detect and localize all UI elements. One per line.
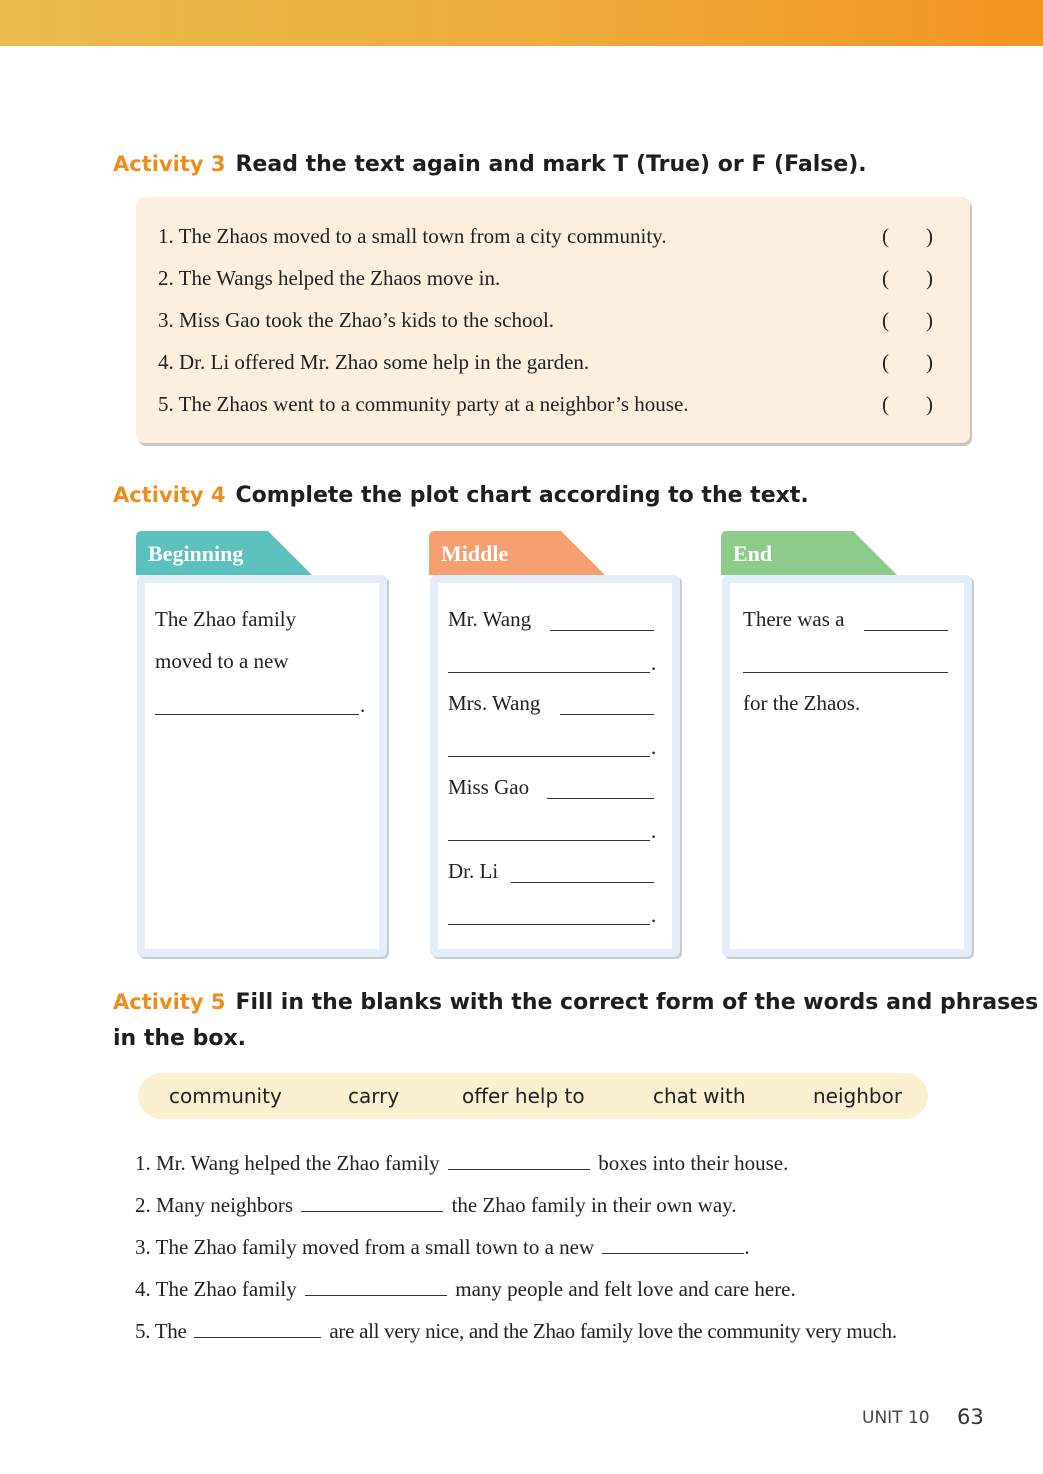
sentence-1-end: boxes into their house. <box>598 1151 789 1175</box>
period: . <box>651 903 657 927</box>
sentence-3-blank[interactable] <box>602 1253 744 1254</box>
word-box <box>138 1073 928 1119</box>
true-false-box <box>136 197 970 443</box>
paren-open: ( <box>882 350 889 374</box>
paren-close: ) <box>926 266 933 290</box>
sentence-2-end: the Zhao family in their own way. <box>451 1193 737 1217</box>
activity-3-heading <box>113 152 867 177</box>
sentence-2-start: 2. Many neighbors <box>135 1193 294 1217</box>
middle-person-dr-li: Dr. Li <box>448 859 499 883</box>
unit-label: UNIT 10 <box>862 1408 930 1428</box>
sentence-5-end: are all very nice, and the Zhao family love the community very much. <box>329 1319 897 1343</box>
beginning-line-2: moved to a new <box>155 649 289 673</box>
beginning-panel <box>137 575 387 957</box>
period: . <box>651 735 657 759</box>
end-line-3: for the Zhaos. <box>743 691 861 715</box>
word-carry: carry <box>348 1084 400 1108</box>
paren-open: ( <box>882 392 889 416</box>
sentence-4-start: 4. The Zhao family <box>135 1277 297 1301</box>
activity-5-heading-line-2: in the box. <box>113 1026 247 1051</box>
paren-close: ) <box>926 350 933 374</box>
page-number: 63 <box>957 1405 984 1429</box>
beginning-blank[interactable] <box>155 714 359 715</box>
end-panel <box>722 575 972 957</box>
sentence-3-start: 3. The Zhao family moved from a small town to a new <box>135 1235 595 1259</box>
sentence-4-blank[interactable] <box>305 1295 447 1296</box>
word-community: community <box>169 1084 282 1108</box>
period: . <box>651 819 657 843</box>
fill-sentence-1 <box>135 1151 788 1176</box>
period: . <box>744 1235 750 1259</box>
sentence-5-blank[interactable] <box>194 1337 321 1338</box>
tf-statement-3: 3. Miss Gao took the Zhao’s kids to the school. <box>158 308 555 332</box>
end-title: End <box>733 541 773 566</box>
middle-blank-2b[interactable] <box>448 756 650 757</box>
fill-sentence-5 <box>135 1319 897 1344</box>
tf-answer-4[interactable] <box>882 350 933 375</box>
middle-person-mr-wang: Mr. Wang <box>448 607 532 631</box>
sentence-1-start: 1. Mr. Wang helped the Zhao family <box>135 1151 440 1175</box>
tf-statement-5: 5. The Zhaos went to a community party at a neighbor’s house. <box>158 392 689 416</box>
tf-statement-1: 1. The Zhaos moved to a small town from a city community. <box>158 224 667 248</box>
middle-blank-1b[interactable] <box>448 672 650 673</box>
word-chat-with: chat with <box>653 1084 746 1108</box>
period: . <box>360 693 366 717</box>
tf-answer-1[interactable] <box>882 224 933 249</box>
sentence-4-end: many people and felt love and care here. <box>455 1277 796 1301</box>
end-blank-2[interactable] <box>743 672 948 673</box>
middle-blank-4b[interactable] <box>448 924 650 925</box>
middle-blank-1a[interactable] <box>550 630 654 631</box>
middle-blank-3b[interactable] <box>448 840 650 841</box>
activity-4-heading <box>113 483 809 508</box>
fill-sentence-4 <box>135 1277 796 1302</box>
paren-close: ) <box>926 308 933 332</box>
middle-blank-2a[interactable] <box>560 714 654 715</box>
paren-close: ) <box>926 224 933 248</box>
period: . <box>651 651 657 675</box>
paren-open: ( <box>882 308 889 332</box>
tf-answer-3[interactable] <box>882 308 933 333</box>
activity-3-instruction: Read the text again and mark T (True) or F (False). <box>235 152 867 177</box>
activity-4-instruction: Complete the plot chart according to the text. <box>235 483 809 508</box>
middle-blank-3a[interactable] <box>547 798 654 799</box>
sentence-2-blank[interactable] <box>301 1211 443 1212</box>
tf-answer-5[interactable] <box>882 392 933 417</box>
beginning-tab <box>136 531 316 575</box>
end-line-1: There was a <box>743 607 845 631</box>
beginning-line-1: The Zhao family <box>155 607 297 631</box>
beginning-title: Beginning <box>148 541 244 566</box>
fill-sentence-2 <box>135 1193 737 1218</box>
activity-5-heading <box>113 990 1038 1015</box>
end-blank-1[interactable] <box>864 630 948 631</box>
paren-open: ( <box>882 224 889 248</box>
fill-sentence-3 <box>135 1235 750 1260</box>
activity-5-label: Activity 5 <box>113 990 226 1014</box>
tf-statement-4: 4. Dr. Li offered Mr. Zhao some help in the garden. <box>158 350 590 374</box>
middle-panel <box>430 575 680 957</box>
header-color-bar <box>0 0 1043 46</box>
activity-3-label: Activity 3 <box>113 152 226 176</box>
paren-open: ( <box>882 266 889 290</box>
middle-tab <box>429 531 609 575</box>
sentence-1-blank[interactable] <box>448 1169 590 1170</box>
sentence-5-start: 5. The <box>135 1319 187 1343</box>
middle-person-miss-gao: Miss Gao <box>448 775 530 799</box>
middle-person-mrs-wang: Mrs. Wang <box>448 691 541 715</box>
middle-blank-4a[interactable] <box>511 882 654 883</box>
activity-4-label: Activity 4 <box>113 483 226 507</box>
tf-statement-2: 2. The Wangs helped the Zhaos move in. <box>158 266 501 290</box>
word-offer-help-to: offer help to <box>462 1084 585 1108</box>
end-tab <box>721 531 901 575</box>
word-neighbor: neighbor <box>813 1084 903 1108</box>
activity-5-instruction-line-1: Fill in the blanks with the correct form of the words and phrases <box>235 990 1039 1015</box>
middle-title: Middle <box>441 541 509 566</box>
paren-close: ) <box>926 392 933 416</box>
tf-answer-2[interactable] <box>882 266 933 291</box>
